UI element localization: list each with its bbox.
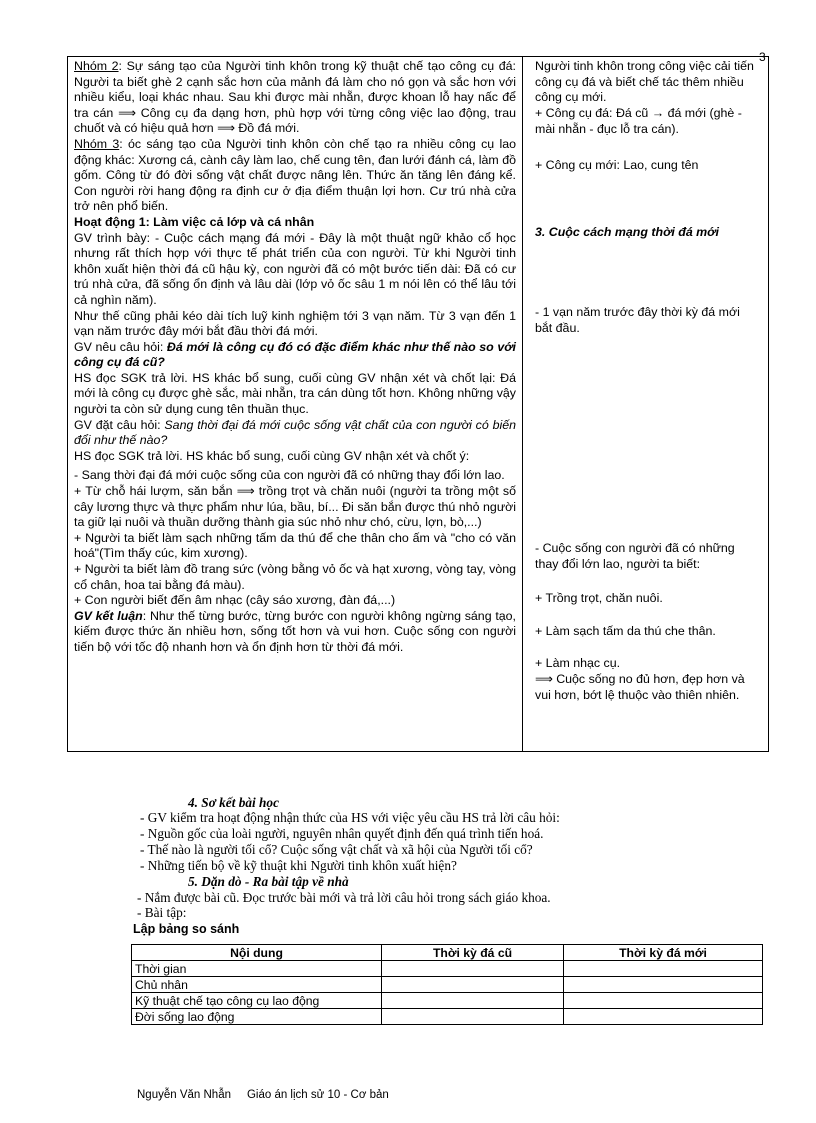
row-label: Kỹ thuật chế tạo công cụ lao động: [132, 993, 382, 1009]
summary-intro: - GV kiểm tra hoạt động nhận thức của HS với việc yêu cầu HS trả lời câu hỏi:: [140, 810, 560, 825]
header-old-stone-age: Thời kỳ đá cũ: [382, 945, 564, 961]
point-3: + Người ta biết làm sạch những tấm da thú để che thân cho ấm và "cho có văn hoá"(Tìm thấy cúc, kim xương).: [74, 530, 516, 561]
point-4: + Người ta biết làm đồ trang sức (vòng bằng vỏ ốc và hạt xương, vòng tay, vòng cổ chân, hoa tai bằng đá màu).: [74, 562, 516, 592]
knowledge-column-inner: [529, 59, 762, 749]
homework-line-2: - Bài tập:: [137, 905, 187, 920]
right-text-5: - 1 vạn năm trước đây thời kỳ đá mới bắt đầu.: [535, 305, 740, 335]
right-text-7: + Trồng trọt, chăn nuôi.: [535, 591, 663, 605]
right-text-10: ⟹ Cuộc sống no đủ hơn, đẹp hơn và vui hơn, bớt lệ thuộc vào thiên nhiên.: [535, 672, 745, 702]
comparison-table: [131, 944, 763, 1025]
right-text-9: + Làm nhạc cụ.: [535, 656, 621, 670]
blank-cell[interactable]: [382, 1009, 564, 1025]
teacher-activities-column: [68, 57, 523, 752]
right-text-2: + Công cụ đá: Đá cũ → đá mới (ghè - mài nhẵn - đục lỗ tra cán).: [535, 106, 742, 136]
gv-question-2-prefix: GV đặt câu hỏi:: [74, 417, 165, 432]
blank-cell[interactable]: [564, 977, 763, 993]
comparison-header-row: [132, 945, 763, 961]
table-row: [132, 1009, 763, 1025]
point-1: - Sang thời đại đá mới cuộc sống của con người đã có những thay đổi lớn lao.: [74, 468, 505, 483]
knowledge-column: [523, 57, 769, 752]
row-label: Chủ nhân: [132, 977, 382, 993]
blank-cell[interactable]: [382, 977, 564, 993]
gv-question-1-text: Đá mới là công cụ đó có đặc điểm khác như thế nào so với công cụ đá cũ?: [74, 339, 516, 370]
table-row: [132, 993, 763, 1009]
summary-question-2: - Thế nào là người tối cổ? Cuộc sống vật chất và xã hội của Người tối cổ?: [140, 842, 533, 857]
summary-question-1: - Nguồn gốc của loài người, nguyên nhân quyết định đến quá trình tiến hoá.: [140, 826, 544, 841]
right-text-3: + Công cụ mới: Lao, cung tên: [535, 158, 699, 172]
homework-heading: 5. Dặn dò - Ra bài tập về nhà: [188, 874, 349, 889]
right-text-6: - Cuộc sống con người đã có những thay đổi lớn lao, người ta biết:: [535, 541, 735, 571]
conclusion-label: GV kết luận: [74, 608, 143, 623]
gv-question-1: [74, 340, 516, 371]
gv-presentation: GV trình bày: - Cuộc cách mạng đá mới - Đây là một thuật ngữ khảo cổ học nhưng rất thích hợp với thực tế phát triển của con người. Từ khi Người tinh khôn xuất hiện thời đá cũ hậu kỳ, con người đã có một bước tiến dài: Đã có cư trú nhà cửa, đã sống ổn định và lâu dài (lớp vỏ ốc sâu 1 m nói lên có thể lâu tới cả nghìn năm).: [74, 230, 516, 307]
gv-question-1-prefix: GV nêu câu hỏi:: [74, 339, 167, 354]
gv-presentation-2: Như thế cũng phải kéo dài tích luỹ kinh nghiệm tới 3 vạn năm. Từ 3 vạn đến 1 vạn năm trước đây mới bắt đầu thời đá mới.: [74, 308, 516, 339]
blank-cell[interactable]: [382, 993, 564, 1009]
activity-heading: Hoạt động 1: Làm việc cả lớp và cá nhân: [74, 214, 315, 229]
point-5: + Con người biết đến âm nhạc (cây sáo xương, đàn đá,...): [74, 593, 396, 608]
summary-heading: 4. Sơ kết bài học: [188, 795, 279, 810]
gv-question-2: [74, 418, 516, 449]
point-2: + Từ chỗ hái lượm, săn bắn ⟹ trồng trọt và chăn nuôi (người ta trồng một số cây lương thực và thực phẩm như lúa, bầu, bí... Đi săn bắn được thú nhỏ người ta giữ lại nuôi và thuần dưỡng thành gia súc nhỏ như chó, cừu, lợn, bò,...): [74, 484, 516, 530]
table-row: [132, 961, 763, 977]
table-row: [132, 977, 763, 993]
group3-label: Nhóm 3: [74, 136, 120, 151]
group3-text: : óc sáng tạo của Người tinh khôn còn chế tạo ra nhiều công cụ lao động khác: Xương cá, cành cây làm lao, chế cung tên, đan lưới đánh cá, làm đồ gốm. Công từ đó đời sống vật chất được nâng lên. Thức ăn tăng lên đáng kể. Con người rời hang động ra định cư ở địa điểm thuận lợi hơn. Cư trú nhà cửa trở nên phổ biến.: [74, 136, 516, 214]
blank-cell[interactable]: [564, 961, 763, 977]
group3-paragraph: [74, 137, 516, 215]
summary-question-3: - Những tiến bộ về kỹ thuật khi Người tinh khôn xuất hiện?: [140, 858, 457, 873]
group2-text: : Sự sáng tạo của Người tinh khôn trong kỹ thuật chế tạo công cụ đá: Người ta biết ghè 2 cạnh sắc hơn của mảnh đá làm cho nó gọn và sắc hơn với nhiều kiểu, loại khác nhau. Sau khi được mài nhẵn, được khoan lỗ hay nấc để tra cán ⟹ Công cụ đa dạng hơn, phù hợp với từng công việc lao động, trau chuốt và có hiệu quả hơn ⟹ Đồ đá mới.: [74, 59, 516, 136]
lesson-table: [67, 56, 769, 752]
comparison-table-title: Lập bảng so sánh: [133, 922, 240, 936]
gv-question-2-text: Sang thời đại đá mới cuộc sống vật chất của con người có biến đổi như thế nào?: [74, 417, 516, 448]
conclusion-text: : Như thế từng bước, từng bước con người không ngừng sáng tạo, kiếm được thức ăn nhiều hơn, sống tốt hơn và vui hơn. Cuộc sống con người tiến bộ với tốc độ nhanh hơn và ổn định hơn từ thời đá mới.: [74, 608, 516, 654]
right-section-heading: 3. Cuộc cách mạng thời đá mới: [535, 225, 719, 239]
homework-line-1: - Nắm được bài cũ. Đọc trước bài mới và trả lời câu hỏi trong sách giáo khoa.: [137, 890, 551, 905]
right-text-8: + Làm sạch tấm da thú che thân.: [535, 624, 716, 638]
hs-answer-1: HS đọc SGK trả lời. HS khác bổ sung, cuối cùng GV nhận xét và chốt lại: Đá mới là công cụ được ghè sắc, mài nhẵn, tra cán dùng tốt hơn. Không những vậy người ta còn sử dụng cung tên thuần thục.: [74, 370, 516, 417]
blank-cell[interactable]: [564, 1009, 763, 1025]
header-new-stone-age: Thời kỳ đá mới: [564, 945, 763, 961]
right-text-1: Người tinh khôn trong công việc cải tiến công cụ đá và biết chế tác thêm nhiều công cụ mới.: [535, 59, 754, 105]
page-number: 3: [759, 50, 766, 64]
group2-paragraph: [74, 59, 516, 137]
row-label: Thời gian: [132, 961, 382, 977]
group2-label: Nhóm 2: [74, 59, 119, 73]
hs-answer-2: HS đọc SGK trả lời. HS khác bổ sung, cuối cùng GV nhận xét và chốt ý:: [74, 448, 470, 463]
page-footer: Nguyễn Văn Nhẫn Giáo án lịch sử 10 - Cơ bản: [137, 1089, 389, 1101]
blank-cell[interactable]: [564, 993, 763, 1009]
blank-cell[interactable]: [382, 961, 564, 977]
conclusion: [74, 609, 516, 656]
header-content: Nội dung: [132, 945, 382, 961]
row-label: Đời sống lao động: [132, 1009, 382, 1025]
